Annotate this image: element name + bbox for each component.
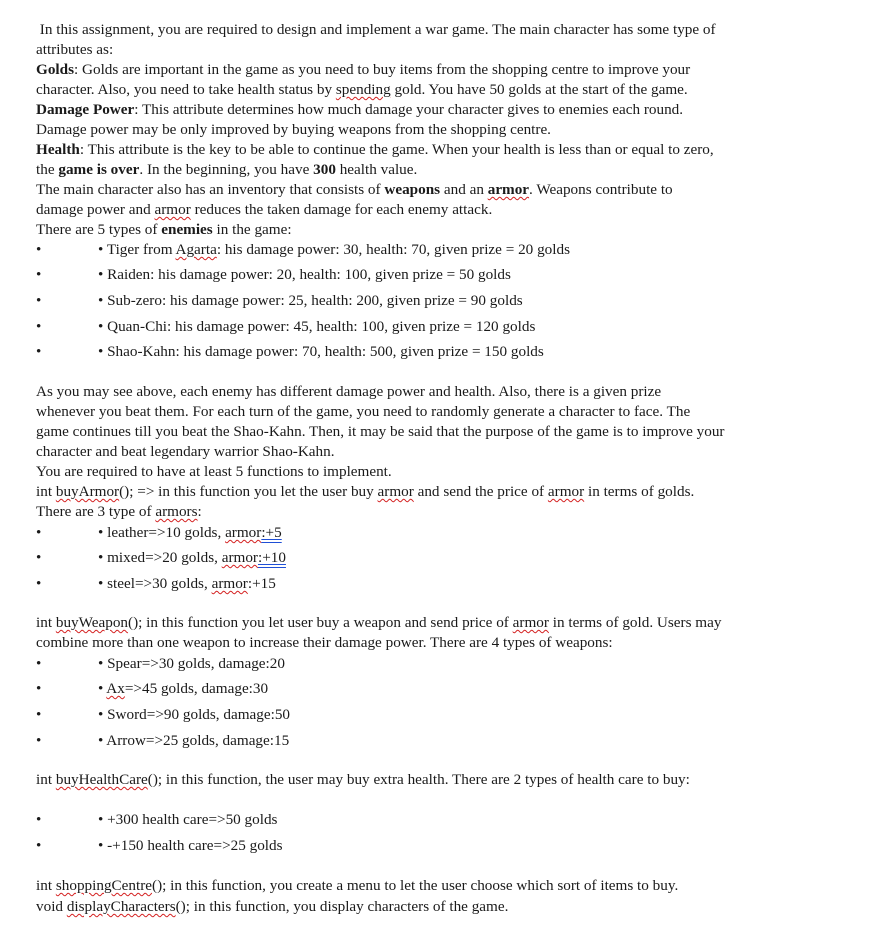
t: int bbox=[36, 614, 56, 631]
health-text-2c: . In the beginning, you have bbox=[139, 161, 314, 178]
outer-bullet: • bbox=[36, 524, 42, 541]
list-item bbox=[36, 265, 836, 285]
buy-weapon-line-2: combine more than one weapon to increase their damage power. There are 4 types of weapons: bbox=[36, 634, 613, 651]
inventory-armor-2: armor bbox=[154, 201, 191, 218]
golds-label: Golds bbox=[36, 61, 74, 78]
health-line-1 bbox=[36, 140, 714, 160]
outer-bullet: • bbox=[36, 811, 42, 828]
t: (); in this function, you display characters of the game. bbox=[175, 898, 509, 915]
outer-bullet: • bbox=[36, 680, 42, 697]
buy-health-fn: buyHealthCare bbox=[55, 771, 148, 788]
display-line bbox=[36, 897, 508, 917]
armor-value: :+5 bbox=[261, 524, 282, 541]
para2-line-5: You are required to have at least 5 functions to implement. bbox=[36, 463, 392, 480]
list-item bbox=[36, 574, 836, 594]
t: int bbox=[36, 877, 56, 894]
t: • bbox=[98, 680, 107, 697]
enemies-intro-line bbox=[36, 220, 292, 240]
list-item-text bbox=[98, 705, 290, 725]
list-item-text bbox=[98, 548, 286, 568]
list-item bbox=[36, 679, 836, 699]
list-item-text bbox=[98, 654, 285, 674]
inventory-weapons: weapons bbox=[384, 181, 441, 198]
intro-text-1: In this assignment, you are required to design and implement a war game. The main character has some type of bbox=[39, 21, 716, 38]
list-item-text bbox=[98, 523, 282, 543]
buy-weapon-fn: buyWeapon bbox=[55, 614, 129, 631]
enemy-squiggle: Agarta bbox=[175, 241, 217, 258]
t: void bbox=[36, 898, 67, 915]
enemies-intro-b: enemies bbox=[161, 221, 213, 238]
enemies-intro-a: There are 5 types of bbox=[36, 221, 162, 238]
list-item-text bbox=[98, 836, 283, 856]
outer-bullet: • bbox=[36, 318, 42, 335]
health-game-over: game is over bbox=[58, 161, 140, 178]
para2-line-3: game continues till you beat the Shao-Kahn. Then, it may be said that the purpose of the game is to improve your bbox=[36, 423, 725, 440]
list-item-text bbox=[98, 731, 289, 751]
list-item bbox=[36, 810, 836, 830]
health-label: Health bbox=[36, 141, 80, 158]
armor-word: armor bbox=[547, 483, 585, 500]
t: in terms of gold. Users may bbox=[548, 614, 722, 631]
inventory-text-1a: The main character also has an inventory that consists of bbox=[36, 181, 385, 198]
list-item-text bbox=[98, 810, 277, 830]
enemies-intro-c: in the game: bbox=[212, 221, 292, 238]
list-item bbox=[36, 654, 836, 674]
enemy-text: • Shao-Kahn: his damage power: 70, health: 500, given prize = 150 golds bbox=[98, 343, 544, 360]
armor-value: :+10 bbox=[257, 549, 286, 566]
damage-text-1: : This attribute determines how much damage your character gives to enemies each round. bbox=[134, 101, 684, 118]
golds-text-2b: spending bbox=[335, 81, 391, 98]
list-item-text bbox=[98, 342, 544, 362]
armor-word: armor bbox=[377, 483, 414, 500]
armor-word: armor bbox=[512, 614, 549, 631]
list-item bbox=[36, 291, 836, 311]
list-item-text bbox=[98, 265, 511, 285]
shopping-line bbox=[36, 876, 678, 896]
outer-bullet: • bbox=[36, 292, 42, 309]
list-item bbox=[36, 731, 836, 751]
armor-word: armor bbox=[221, 549, 258, 566]
t: • -+150 health care=>25 golds bbox=[98, 837, 283, 854]
list-item-text bbox=[98, 291, 523, 311]
inventory-text-2a: damage power and bbox=[36, 201, 155, 218]
para2-line-2: whenever you beat them. For each turn of the game, you need to randomly generate a character to face. The bbox=[36, 403, 691, 420]
list-item bbox=[36, 836, 836, 856]
buy-armor-line-1 bbox=[36, 482, 694, 502]
list-item-text bbox=[98, 679, 268, 699]
list-item bbox=[36, 240, 836, 260]
outer-bullet: • bbox=[36, 266, 42, 283]
t: • Sword=>90 golds, damage:50 bbox=[98, 706, 291, 723]
intro-line-2: attributes as: bbox=[36, 41, 114, 58]
buy-armor-line-2 bbox=[36, 502, 202, 522]
health-line-2 bbox=[36, 160, 417, 180]
inventory-armor: armor bbox=[487, 181, 530, 198]
enemy-text: • Tiger from bbox=[98, 241, 176, 258]
shopping-fn: shoppingCentre bbox=[55, 877, 153, 894]
outer-bullet: • bbox=[36, 706, 42, 723]
t: • +300 health care=>50 golds bbox=[98, 811, 278, 828]
t: (); in this function, the user may buy extra health. There are 2 types of health care to buy: bbox=[147, 771, 690, 788]
health-text-2a: the bbox=[36, 161, 59, 178]
outer-bullet: • bbox=[36, 343, 42, 360]
inventory-text-1c: and an bbox=[440, 181, 488, 198]
health-text-1: : This attribute is the key to be able to continue the game. When your health is less than or equal to zero, bbox=[79, 141, 714, 158]
t: • steel=>30 golds, bbox=[98, 575, 212, 592]
golds-text-1: : Golds are important in the game as you need to buy items from the shopping centre to improve your bbox=[73, 61, 691, 78]
armors-word: armors bbox=[155, 503, 198, 520]
list-item-text bbox=[98, 240, 570, 260]
golds-text-2c: gold. You have 50 golds at the start of the game. bbox=[390, 81, 688, 98]
damage-line-2: Damage power may be only improved by buying weapons from the shopping centre. bbox=[36, 121, 551, 138]
health-initial-value: 300 bbox=[313, 161, 336, 178]
list-item bbox=[36, 342, 836, 362]
enemy-text: • Raiden: his damage power: 20, health: 100, given prize = 50 golds bbox=[98, 266, 511, 283]
golds-line-2 bbox=[36, 80, 688, 100]
t: There are 3 type of bbox=[36, 503, 156, 520]
ax-word: Ax bbox=[106, 680, 125, 697]
golds-line-1 bbox=[36, 60, 690, 80]
t: • Arrow=>25 golds, damage:15 bbox=[98, 732, 290, 749]
armor-word: armor bbox=[211, 575, 248, 592]
t: int bbox=[36, 771, 56, 788]
para2-line-4: character and beat legendary warrior Shao-Kahn. bbox=[36, 443, 335, 460]
para2-line-1: As you may see above, each enemy has different damage power and health. Also, there is a given prize bbox=[36, 383, 662, 400]
damage-line-1 bbox=[36, 100, 683, 120]
outer-bullet: • bbox=[36, 837, 42, 854]
t: • Spear=>30 golds, damage:20 bbox=[98, 655, 285, 672]
armor-value: :+15 bbox=[247, 575, 276, 592]
t: =>45 golds, damage:30 bbox=[124, 680, 269, 697]
display-fn: displayCharacters bbox=[66, 898, 176, 915]
list-item-text bbox=[98, 317, 535, 337]
damage-label: Damage Power bbox=[36, 101, 135, 118]
health-text-2e: health value. bbox=[335, 161, 418, 178]
intro-line-1 bbox=[36, 20, 716, 40]
inventory-line-2 bbox=[36, 200, 492, 220]
t: • mixed=>20 golds, bbox=[98, 549, 222, 566]
t: and send the price of bbox=[413, 483, 548, 500]
t: • leather=>10 golds, bbox=[98, 524, 226, 541]
outer-bullet: • bbox=[36, 732, 42, 749]
inventory-line-1 bbox=[36, 180, 673, 200]
t: (); in this function, you create a menu to let the user choose which sort of items to buy. bbox=[152, 877, 679, 894]
inventory-text-2c: reduces the taken damage for each enemy attack. bbox=[190, 201, 493, 218]
t: : bbox=[197, 503, 202, 520]
outer-bullet: • bbox=[36, 655, 42, 672]
inventory-text-1e: . Weapons contribute to bbox=[529, 181, 673, 198]
enemy-text-post: : his damage power: 30, health: 70, given prize = 20 golds bbox=[216, 241, 570, 258]
list-item bbox=[36, 705, 836, 725]
t: int bbox=[36, 483, 56, 500]
t: (); in this function you let user buy a weapon and send price of bbox=[128, 614, 513, 631]
buy-weapon-line-1 bbox=[36, 613, 721, 633]
buy-armor-fn: buyArmor bbox=[55, 483, 120, 500]
outer-bullet: • bbox=[36, 575, 42, 592]
buy-health-line bbox=[36, 770, 690, 790]
list-item bbox=[36, 548, 836, 568]
t: (); => in this function you let the user buy bbox=[119, 483, 378, 500]
list-item bbox=[36, 523, 836, 543]
outer-bullet: • bbox=[36, 241, 42, 258]
armor-word: armor bbox=[225, 524, 262, 541]
enemy-text: • Quan-Chi: his damage power: 45, health: 100, given prize = 120 golds bbox=[98, 318, 536, 335]
t: in terms of golds. bbox=[584, 483, 695, 500]
outer-bullet: • bbox=[36, 549, 42, 566]
list-item bbox=[36, 317, 836, 337]
enemy-text: • Sub-zero: his damage power: 25, health: 200, given prize = 90 golds bbox=[98, 292, 523, 309]
golds-text-2a: character. Also, you need to take health status by bbox=[36, 81, 336, 98]
list-item-text bbox=[98, 574, 276, 594]
